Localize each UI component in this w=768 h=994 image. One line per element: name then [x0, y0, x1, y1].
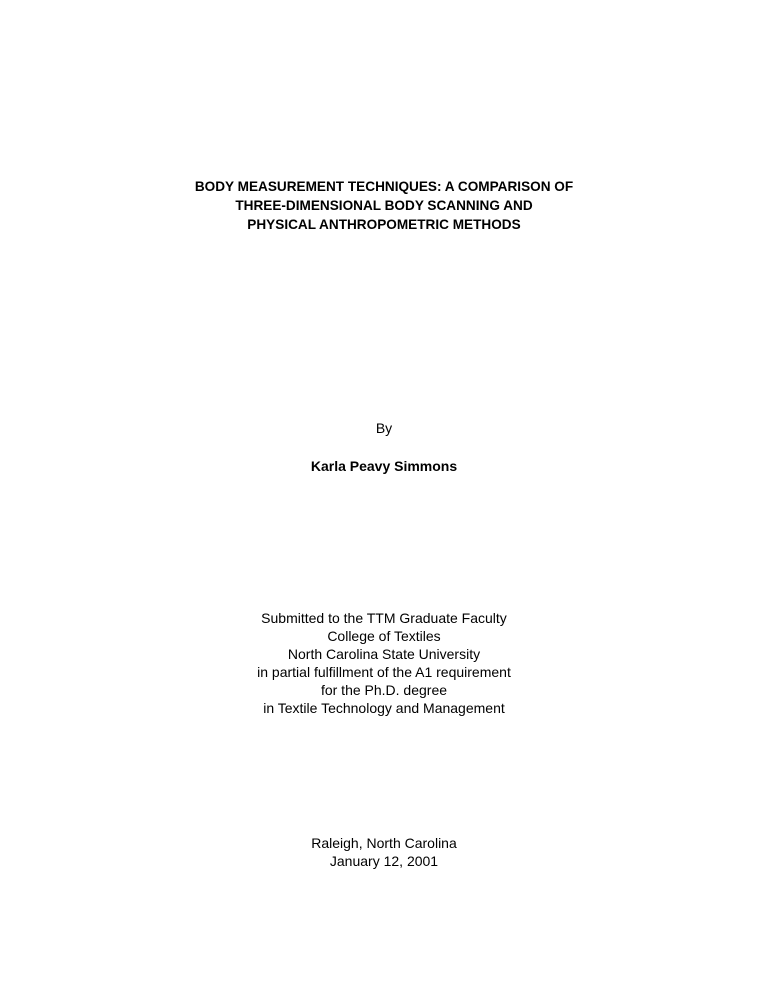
submission-line-4: in partial fulfillment of the A1 requirement — [257, 664, 511, 680]
title-line-3: PHYSICAL ANTHROPOMETRIC METHODS — [247, 217, 521, 232]
submission-line-3: North Carolina State University — [287, 646, 481, 662]
byline-label-block — [0, 419, 768, 437]
location: Raleigh, North Carolina — [311, 835, 457, 851]
byline-label: By — [375, 420, 393, 436]
document-title — [0, 177, 768, 234]
author-block — [0, 457, 768, 475]
author-name: Karla Peavy Simmons — [310, 458, 458, 474]
submission-statement — [0, 609, 768, 717]
submission-line-6: in Textile Technology and Management — [263, 700, 505, 716]
submission-line-1: Submitted to the TTM Graduate Faculty — [261, 610, 507, 626]
place-and-date — [0, 834, 768, 870]
title-line-1: BODY MEASUREMENT TECHNIQUES: A COMPARISON OF — [194, 179, 574, 194]
date: January 12, 2001 — [329, 853, 439, 869]
submission-line-5: for the Ph.D. degree — [320, 682, 448, 698]
title-line-2: THREE-DIMENSIONAL BODY SCANNING AND — [235, 198, 533, 213]
submission-line-2: College of Textiles — [327, 628, 441, 644]
